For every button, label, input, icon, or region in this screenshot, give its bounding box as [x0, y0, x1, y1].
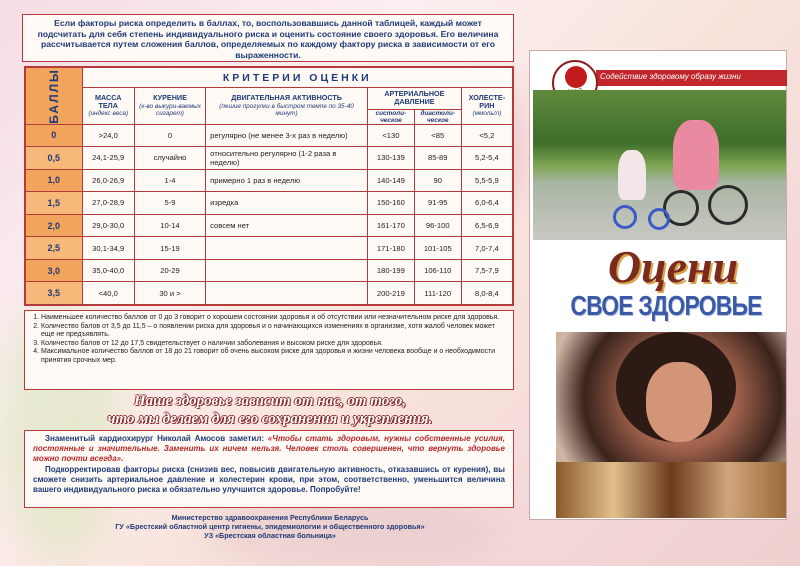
smoking-cell: 30 и > — [134, 282, 205, 305]
slogan — [40, 392, 500, 428]
mass-cell: >24,0 — [82, 124, 134, 147]
col-smoking: КУРЕНИЕ (к-во выкури-ваемых сигарет) — [134, 88, 205, 125]
score-cell: 3,5 — [26, 282, 83, 305]
systolic-cell: 161-170 — [368, 214, 415, 237]
mass-cell: 35,0-40,0 — [82, 259, 134, 282]
advice-text: Подкорректировав факторы риска (снизив вес, повысив двигательную активность, отказавшись от курения), вы сможете снизить артериальное давление и холестерин крови, при этом, соответственно, уменьшится величина вашего индивидуального риска и обязательно улучшится здоровье. Попробуйте! — [33, 464, 505, 495]
quote-intro: Знаменитый кардиохирург Николай Амосов заметил: — [45, 434, 265, 443]
mass-cell: <40,0 — [82, 282, 134, 305]
footer-line: Министерство здравоохранения Республики Беларусь — [171, 513, 369, 522]
activity-cell — [206, 282, 368, 305]
systolic-cell: 171-180 — [368, 237, 415, 260]
child-cyclist — [618, 150, 646, 200]
col-mass: МАССА ТЕЛА (индекс веса) — [82, 88, 134, 125]
footer — [110, 513, 430, 540]
quote-text: «Чтобы стать здоровым, нужны собственные усилия, постоянные и значительные. Заменить их ничем нельзя. Человек столь совершенен, что вернуть здоровье можно почти всегда». — [33, 434, 505, 464]
criteria-header: КРИТЕРИИ ОЦЕНКИ — [82, 68, 512, 88]
table-row — [26, 282, 513, 305]
smoking-cell: случайно — [134, 147, 205, 170]
criteria-table — [24, 66, 514, 306]
smoking-cell: 10-14 — [134, 214, 205, 237]
systolic-cell: 200-219 — [368, 282, 415, 305]
diastolic-cell: 90 — [414, 169, 461, 192]
smoking-cell: 5-9 — [134, 192, 205, 215]
bicycle-wheel — [708, 185, 748, 225]
mass-cell: 26,0-26,9 — [82, 169, 134, 192]
score-cell: 2,5 — [26, 237, 83, 260]
cycling-photo — [533, 90, 786, 240]
smoking-cell: 1-4 — [134, 169, 205, 192]
intro-text: Если факторы риска определить в баллах, то, воспользовавшись данной таблицей, каждый может подсчитать для себя степень индивидуального риска и оценить состояние своего здоровья. Его величина рассчитывается путем сложения баллов, определяемых по каждому фактору риска в зависимости от его выраженности. — [22, 14, 514, 62]
cholesterol-cell: 7,0-7,4 — [461, 237, 512, 260]
diastolic-cell: 106-110 — [414, 259, 461, 282]
score-cell: 0,5 — [26, 147, 83, 170]
slogan-line: Наше здоровье зависит от нас, от того, — [133, 393, 407, 409]
diastolic-cell: 96-100 — [414, 214, 461, 237]
table-row — [26, 237, 513, 260]
adult-cyclist — [673, 120, 719, 190]
systolic-cell: 180-199 — [368, 259, 415, 282]
table-row — [26, 124, 513, 147]
activity-cell: регулярно (не менее 3-х раз в неделю) — [206, 124, 368, 147]
table-row — [26, 169, 513, 192]
table-row — [26, 192, 513, 215]
diastolic-cell: 111-120 — [414, 282, 461, 305]
col-cholesterol: ХОЛЕСТЕ-РИН (ммоль/л) — [461, 88, 512, 125]
smoking-cell: 15-19 — [134, 237, 205, 260]
mass-cell: 27,0-28,9 — [82, 192, 134, 215]
cholesterol-cell: 5,5-5,9 — [461, 169, 512, 192]
systolic-cell: 150-160 — [368, 192, 415, 215]
bicycle-wheel — [613, 205, 637, 229]
diastolic-cell: 85-89 — [414, 147, 461, 170]
note-item: 4. Максимальное количество баллов от 18 до 21 говорит об очень высоком риске для здоровья и жизни человека вообще и о необходимости принятия срочных мер. — [41, 348, 507, 365]
activity-cell: примерно 1 раз в неделю — [206, 169, 368, 192]
diastolic-cell: 91-95 — [414, 192, 461, 215]
col-diastolic: диастоли-ческое — [414, 109, 461, 124]
cholesterol-cell: 6,0-6,4 — [461, 192, 512, 215]
col-pressure: АРТЕРИАЛЬНОЕ ДАВЛЕНИЕ — [368, 88, 462, 110]
systolic-cell: 130-139 — [368, 147, 415, 170]
title-line-1: Оцени — [607, 241, 739, 292]
slogan-line: что мы делаем для его сохранения и укрепления. — [107, 411, 433, 427]
eating-photo — [556, 332, 786, 518]
food-table — [556, 462, 786, 518]
table-row — [26, 259, 513, 282]
table-row — [26, 214, 513, 237]
mass-cell: 24,1-25,9 — [82, 147, 134, 170]
col-activity: ДВИГАТЕЛЬНАЯ АКТИВНОСТЬ (пешие прогулки в быстром темпе по 35-40 минут) — [206, 88, 368, 125]
cholesterol-cell: 5,2-5,4 — [461, 147, 512, 170]
diastolic-cell: <85 — [414, 124, 461, 147]
score-cell: 1,5 — [26, 192, 83, 215]
score-cell: 1,0 — [26, 169, 83, 192]
footer-line: ГУ «Брестский областной центр гигиены, эпидемиологии и общественного здоровья» — [115, 522, 425, 531]
score-cell: 3,0 — [26, 259, 83, 282]
bicycle-wheel — [648, 208, 670, 230]
face — [646, 362, 712, 442]
score-cell: 2,0 — [26, 214, 83, 237]
note-item: 3. Количество балов от 12 до 17,5 свидетельствует о наличии заболевания и высоком риске для здоровья. — [41, 340, 507, 349]
systolic-cell: <130 — [368, 124, 415, 147]
title-line-2: СВОЕ ЗДОРОВЬЕ — [570, 290, 762, 321]
smoking-cell: 0 — [134, 124, 205, 147]
banner: Содействие здоровому образу жизни — [596, 70, 787, 86]
mass-cell: 29,0-30,0 — [82, 214, 134, 237]
footer-line: УЗ «Брестская областная больница» — [204, 531, 336, 540]
apple-icon — [565, 66, 587, 88]
note-item: 1. Наименьшее количество баллов от 0 до 3 говорит о хорошем состоянии здоровья и об отсутствии или незначительном риске для здоровья. — [41, 314, 507, 323]
activity-cell — [206, 259, 368, 282]
activity-cell: совсем нет — [206, 214, 368, 237]
notes-box — [24, 310, 514, 390]
table-row — [26, 147, 513, 170]
col-systolic: систоли-ческое — [368, 109, 415, 124]
note-item: 2. Количество балов от 3,5 до 11,5 – о появлении риска для здоровья и о начинающихся изменениях в организме, хотя жалоб человек может еще не предъявлять. — [41, 323, 507, 340]
cholesterol-cell: 8,0-8,4 — [461, 282, 512, 305]
activity-cell — [206, 237, 368, 260]
cholesterol-cell: 7,5-7,9 — [461, 259, 512, 282]
systolic-cell: 140-149 — [368, 169, 415, 192]
cholesterol-cell: 6,5-6,9 — [461, 214, 512, 237]
smoking-cell: 20-29 — [134, 259, 205, 282]
activity-cell: относительно регулярно (1-2 раза в неделю) — [206, 147, 368, 170]
activity-cell: изредка — [206, 192, 368, 215]
quote-box — [24, 430, 514, 508]
cholesterol-cell: <5,2 — [461, 124, 512, 147]
mass-cell: 30,1-34,9 — [82, 237, 134, 260]
score-cell: 0 — [26, 124, 83, 147]
diastolic-cell: 101-105 — [414, 237, 461, 260]
score-header: БАЛЛЫ — [26, 68, 83, 125]
